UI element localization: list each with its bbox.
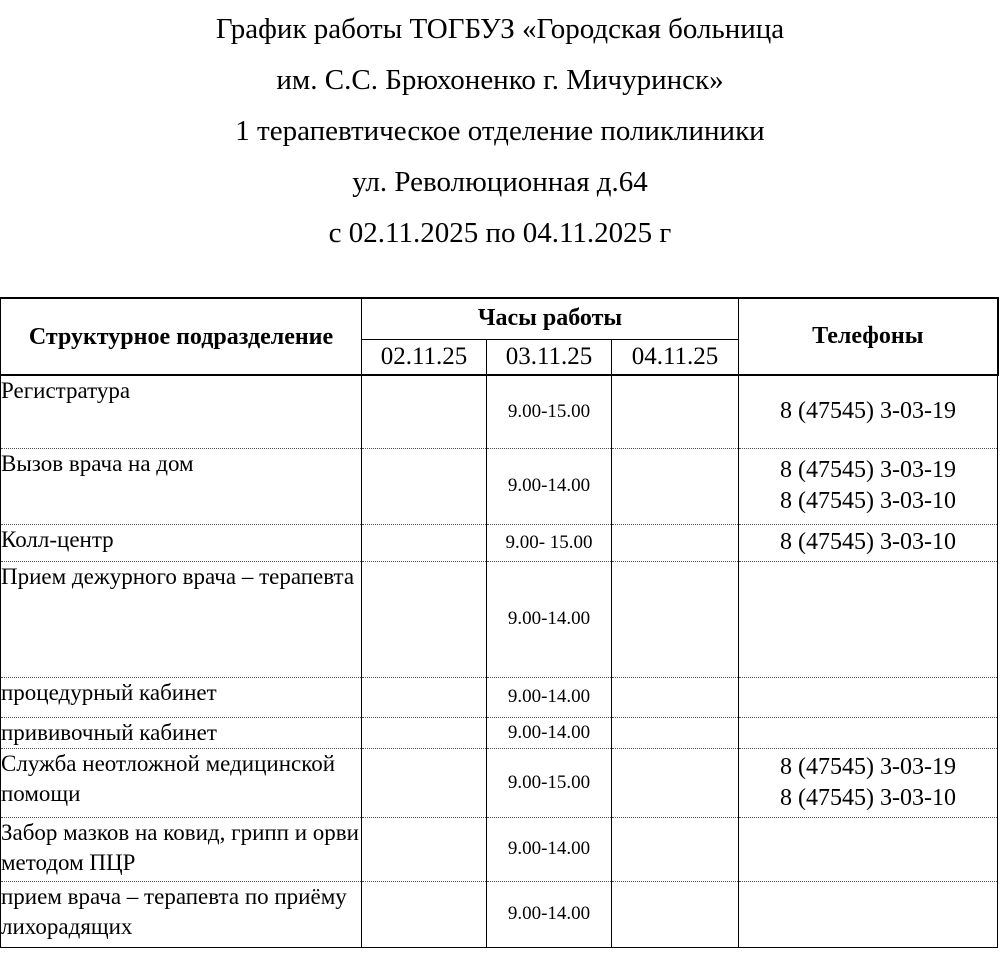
row-hours-day-1 xyxy=(362,817,487,881)
row-phones xyxy=(739,881,998,947)
schedule-table xyxy=(0,297,999,948)
table-row xyxy=(1,375,998,448)
column-header-unit: Структурное подразделение xyxy=(1,298,362,375)
table-row xyxy=(1,524,998,561)
column-header-date-1: 02.11.25 xyxy=(362,339,487,375)
row-hours-day-3 xyxy=(612,881,739,947)
column-header-date-2: 03.11.25 xyxy=(487,339,612,375)
column-header-phones: Телефоны xyxy=(739,298,998,375)
table-row xyxy=(1,881,998,947)
row-hours-day-2: 9.00-14.00 xyxy=(487,448,612,524)
row-hours-day-3 xyxy=(612,375,739,448)
table-row xyxy=(1,717,998,748)
column-header-date-3: 04.11.25 xyxy=(612,339,739,375)
row-phones xyxy=(739,817,998,881)
row-hours-day-3 xyxy=(612,677,739,717)
column-header-hours: Часы работы xyxy=(362,298,739,339)
row-hours-day-3 xyxy=(612,717,739,748)
phone-number: 8 (47545) 3-03-10 xyxy=(780,488,957,514)
row-hours-day-2: 9.00-15.00 xyxy=(487,748,612,817)
row-hours-day-1 xyxy=(362,375,487,448)
title-line-hospital-name: им. С.С. Брюхоненко г. Мичуринск» xyxy=(276,64,724,96)
row-hours-day-2: 9.00-14.00 xyxy=(487,817,612,881)
row-hours-day-1 xyxy=(362,448,487,524)
title-line-department: 1 терапевтическое отделение поликлиники xyxy=(235,115,765,147)
phone-number: 8 (47545) 3-03-19 xyxy=(780,753,957,780)
row-phones xyxy=(739,717,998,748)
row-name: прививочный кабинет xyxy=(1,717,362,748)
row-phones xyxy=(739,375,998,448)
row-hours-day-1 xyxy=(362,561,487,677)
row-hours-day-1 xyxy=(362,677,487,717)
row-hours-day-2: 9.00- 15.00 xyxy=(487,524,612,561)
row-phones xyxy=(739,524,998,561)
row-hours-day-1 xyxy=(362,748,487,817)
title-line-address: ул. Революционная д.64 xyxy=(352,166,648,198)
header-row xyxy=(1,298,998,339)
row-phones xyxy=(739,448,998,524)
row-hours-day-2: 9.00-14.00 xyxy=(487,881,612,947)
row-hours-day-3 xyxy=(612,448,739,524)
row-hours-day-3 xyxy=(612,748,739,817)
row-name: прием врача – терапевта по приёму лихорадящих xyxy=(1,881,362,947)
row-hours-day-1 xyxy=(362,881,487,947)
row-hours-day-1 xyxy=(362,717,487,748)
phone-number: 8 (47545) 3-03-19 xyxy=(780,457,957,483)
table-row xyxy=(1,677,998,717)
row-hours-day-2: 9.00-15.00 xyxy=(487,375,612,448)
row-hours-day-2: 9.00-14.00 xyxy=(487,677,612,717)
row-hours-day-3 xyxy=(612,524,739,561)
row-name: Служба неотложной медицинской помощи xyxy=(1,748,362,817)
row-name: Вызов врача на дом xyxy=(1,448,362,524)
row-hours-day-2: 9.00-14.00 xyxy=(487,561,612,677)
row-name: Регистратура xyxy=(1,375,362,448)
table-row xyxy=(1,817,998,881)
table-row xyxy=(1,748,998,817)
table-row xyxy=(1,561,998,677)
row-name: процедурный кабинет xyxy=(1,677,362,717)
row-hours-day-2: 9.00-14.00 xyxy=(487,717,612,748)
document-title xyxy=(0,4,1000,259)
row-phones xyxy=(739,677,998,717)
row-hours-day-3 xyxy=(612,817,739,881)
phone-number: 8 (47545) 3-03-10 xyxy=(780,529,957,555)
row-phones xyxy=(739,748,998,817)
title-line-period: с 02.11.2025 по 04.11.2025 г xyxy=(328,217,672,249)
row-phones xyxy=(739,561,998,677)
row-name: Забор мазков на ковид, грипп и орви методом ПЦР xyxy=(1,817,362,881)
row-name: Колл-центр xyxy=(1,524,362,561)
row-name: Прием дежурного врача – терапевта xyxy=(1,561,362,677)
phone-number: 8 (47545) 3-03-10 xyxy=(780,784,957,811)
title-line-hospital: График работы ТОГБУЗ «Городская больница xyxy=(215,13,785,45)
row-hours-day-3 xyxy=(612,561,739,677)
phone-number: 8 (47545) 3-03-19 xyxy=(780,398,957,425)
table-row xyxy=(1,448,998,524)
row-hours-day-1 xyxy=(362,524,487,561)
